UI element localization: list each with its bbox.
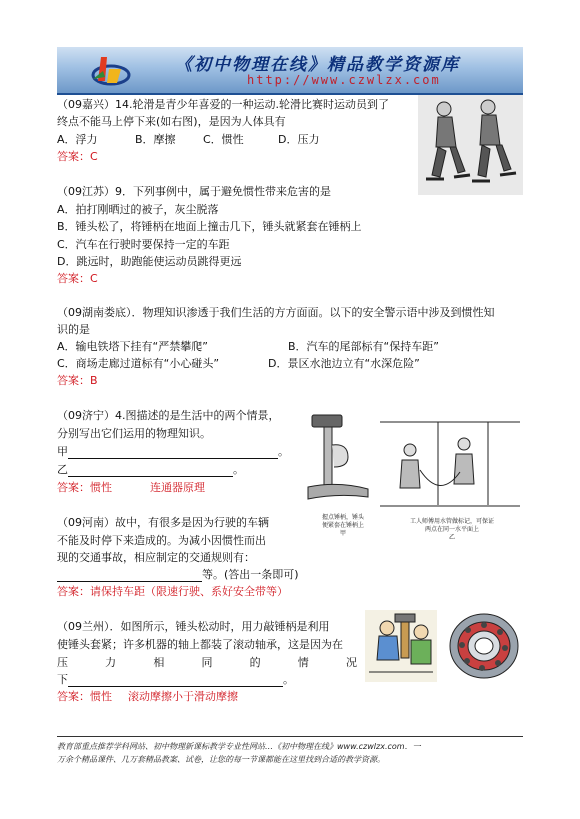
q4-caption-b: [392, 518, 512, 542]
q6-line4-end: 。: [283, 673, 294, 686]
q6-answer-2: 滚动摩擦小于滑动摩擦: [128, 690, 238, 703]
q6-word: 压: [57, 656, 68, 669]
q4-line1: （09济宁）4.图描述的是生活中的两个情景，: [57, 409, 280, 422]
q1-option-b: B．摩擦: [135, 133, 176, 146]
q6-word: 情: [297, 656, 309, 669]
q4-answer-2: 连通器原理: [150, 481, 205, 494]
roller-skaters-image: [418, 95, 523, 195]
q1-answer: 答案：C: [57, 150, 98, 163]
q4-caption-a: [312, 514, 374, 538]
q6-word: 相: [153, 656, 165, 669]
q1-option-a: A．浮力: [57, 133, 98, 146]
q2-option-a: A．拍打刚晒过的被子，灰尘脱落: [57, 203, 219, 216]
q4-answer-blank-a[interactable]: [68, 447, 278, 459]
q6-line2: 使锤头套紧；许多机器的轴上都装了滚动轴承，这是因为在: [57, 638, 343, 651]
q6-word: 况: [345, 656, 357, 669]
header-banner: [57, 47, 523, 95]
q6-word: 的: [249, 656, 261, 669]
q2-option-c: C．汽车在行驶时要保持一定的车距: [57, 238, 230, 251]
q5-line4: [57, 568, 299, 582]
site-title: 《初中物理在线》精品教学资源库: [175, 55, 460, 75]
q4-blank-a-label: 甲: [57, 445, 68, 458]
q3-option-c: C．商场走廊过道标有“小心碰头”: [57, 357, 220, 370]
q4-line2: 分别写出它们运用的物理知识。: [57, 427, 211, 440]
q4-caption-a-line3: 甲: [339, 530, 346, 537]
water-level-picture: [380, 410, 520, 515]
q4-blank-a: [57, 445, 289, 459]
q5-line2: 不能及时停下来造成的。为减小因惯性而出: [57, 534, 266, 547]
q6-line1: （09兰州）．如图所示，锤头松动时，用力敲锤柄是利用: [57, 620, 330, 633]
q6-line3: [57, 656, 357, 670]
q1-option-c: C．惯性: [203, 133, 244, 146]
q4-caption-b-line3: 乙: [448, 534, 455, 541]
site-logo-icon: [87, 53, 131, 89]
hammer-worker-image: [365, 610, 437, 682]
q3-option-b: B．汽车的尾部标有“保持车距”: [288, 340, 439, 353]
q3-line2: 识的是: [57, 323, 90, 336]
q4-caption-b-line1: 工人师傅用水管做标记，可保证: [409, 518, 494, 525]
q5-answer: 答案：请保持车距（限速行驶、系好安全带等）: [57, 585, 288, 598]
q5-line3: 现的交通事故，相应制定的交通规则有：: [57, 551, 255, 564]
q1-option-d: D．压力: [278, 133, 320, 146]
q4-caption-a-line2: 便紧套在锤柄上: [321, 522, 364, 529]
footer-line1: 教育部重点推荐学科网站、初中物理新课标教学专业性网站…《初中物理在线》www.czwlzx.com．一: [57, 742, 421, 751]
q5-line1: （09河南）故中，有很多是因为行驶的车辆: [57, 516, 269, 529]
q2-option-b: B．锤头松了，将锤柄在地面上撞击几下，锤头就紧套在锤柄上: [57, 220, 362, 233]
q2-line1: （09江苏）9．下列事例中，属于避免惯性带来危害的是: [57, 185, 331, 198]
hammer-picture: [298, 405, 378, 513]
q1-line1: （09嘉兴）14.轮滑是青少年喜爱的一种运动.轮滑比赛时运动员到了: [57, 98, 389, 111]
q6-line4-start: 下: [57, 673, 68, 686]
q6-line4: [57, 673, 294, 687]
q6-answer-blank[interactable]: [68, 675, 283, 687]
q5-answer-blank[interactable]: [57, 570, 202, 582]
q2-option-d: D．跳远时，助跑能使运动员跳得更远: [57, 255, 242, 268]
q3-line1: （09湖南娄底）．物理知识渗透于我们生活的方方面面。以下的安全警示语中涉及到惯性知: [57, 306, 495, 319]
ball-bearing-image: [445, 608, 523, 683]
q6-answer-1: 答案：惯性: [57, 690, 112, 703]
q3-answer: 答案：B: [57, 374, 98, 387]
footer-line2: 万余个精品课件、几万套精品教案、试卷，让您的每一节课都能在这里找到合适的教学资源。: [57, 755, 385, 764]
footer-divider: [57, 736, 523, 737]
q4-caption-a-line1: 握点锤柄，锤头: [321, 514, 364, 521]
q4-blank-a-end: 。: [278, 445, 289, 458]
q4-caption-b-line2: 两点在同一水平面上: [424, 526, 479, 533]
q4-blank-b-label: 乙: [57, 463, 68, 476]
site-url[interactable]: http://www.czwlzx.com: [247, 73, 441, 87]
q4-answer-1: 答案：惯性: [57, 481, 112, 494]
q4-blank-b: [57, 463, 244, 477]
q4-answer-blank-b[interactable]: [68, 465, 233, 477]
q5-line4-end: 等。(答出一条即可): [202, 568, 299, 581]
q4-blank-b-end: 。: [233, 463, 244, 476]
q3-option-a: A．输电铁塔下挂有“严禁攀爬”: [57, 340, 208, 353]
q3-option-d: D．景区水池边立有“水深危险”: [268, 357, 420, 370]
q6-word: 力: [105, 656, 117, 669]
q2-answer: 答案：C: [57, 272, 98, 285]
q6-word: 同: [201, 656, 213, 669]
q1-line2: 终点不能马上停下来(如右图)，是因为人体具有: [57, 115, 286, 128]
